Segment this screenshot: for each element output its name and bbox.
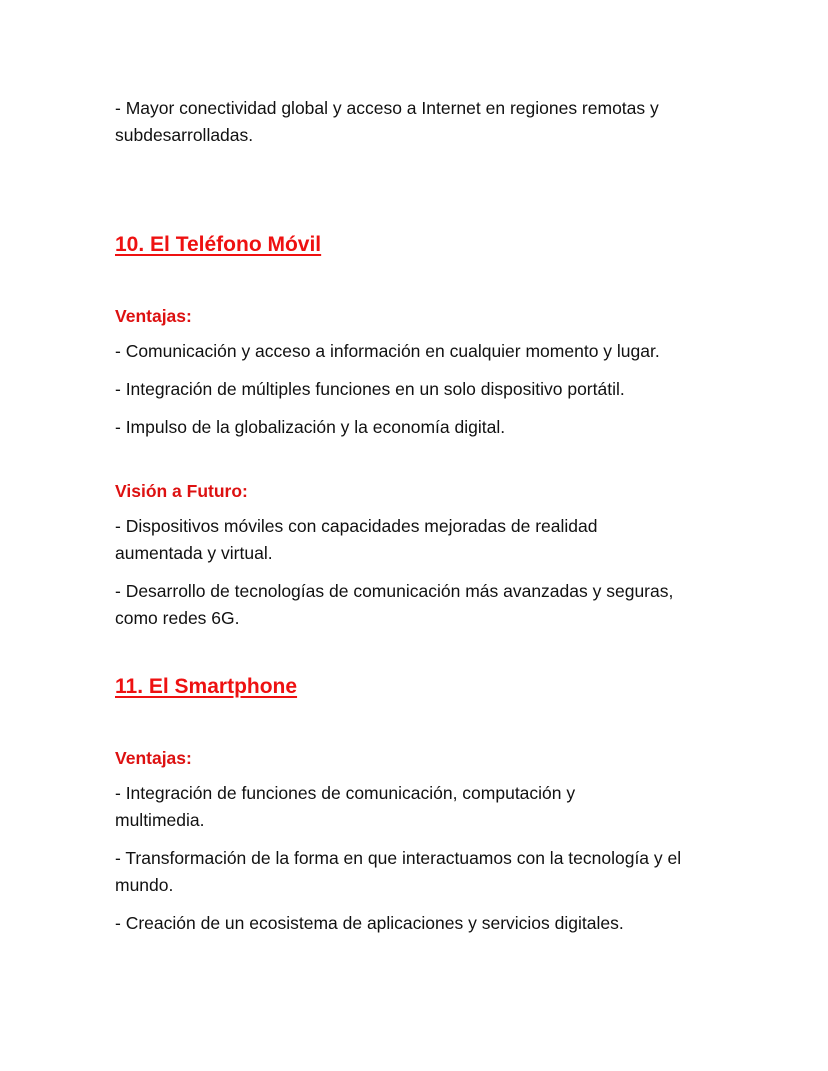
vision-futuro-label: Visión a Futuro: xyxy=(115,481,248,501)
document-page xyxy=(115,95,715,948)
list-item: - Comunicación y acceso a información en cualquier momento y lugar. xyxy=(115,341,660,361)
list-item: - Desarrollo de tecnologías de comunicación más avanzadas y seguras, como redes 6G. xyxy=(115,581,674,628)
ventajas-label: Ventajas: xyxy=(115,306,192,326)
list-item: - Impulso de la globalización y la economía digital. xyxy=(115,417,506,437)
ventajas-label: Ventajas: xyxy=(115,748,192,768)
list-item: - Creación de un ecosistema de aplicaciones y servicios digitales. xyxy=(115,913,624,933)
list-item: - Dispositivos móviles con capacidades mejoradas de realidad aumentada y virtual. xyxy=(115,516,598,563)
intro-list-item: - Mayor conectividad global y acceso a Internet en regiones remotas y subdesarrolladas. xyxy=(115,98,659,145)
list-item: - Transformación de la forma en que interactuamos con la tecnología y el mundo. xyxy=(115,848,682,895)
list-item: - Integración de funciones de comunicación, computación y multimedia. xyxy=(115,783,576,830)
section-heading-telefono-movil: 10. El Teléfono Móvil xyxy=(115,233,322,256)
list-item: - Integración de múltiples funciones en un solo dispositivo portátil. xyxy=(115,379,625,399)
section-heading-smartphone: 11. El Smartphone xyxy=(115,675,298,698)
